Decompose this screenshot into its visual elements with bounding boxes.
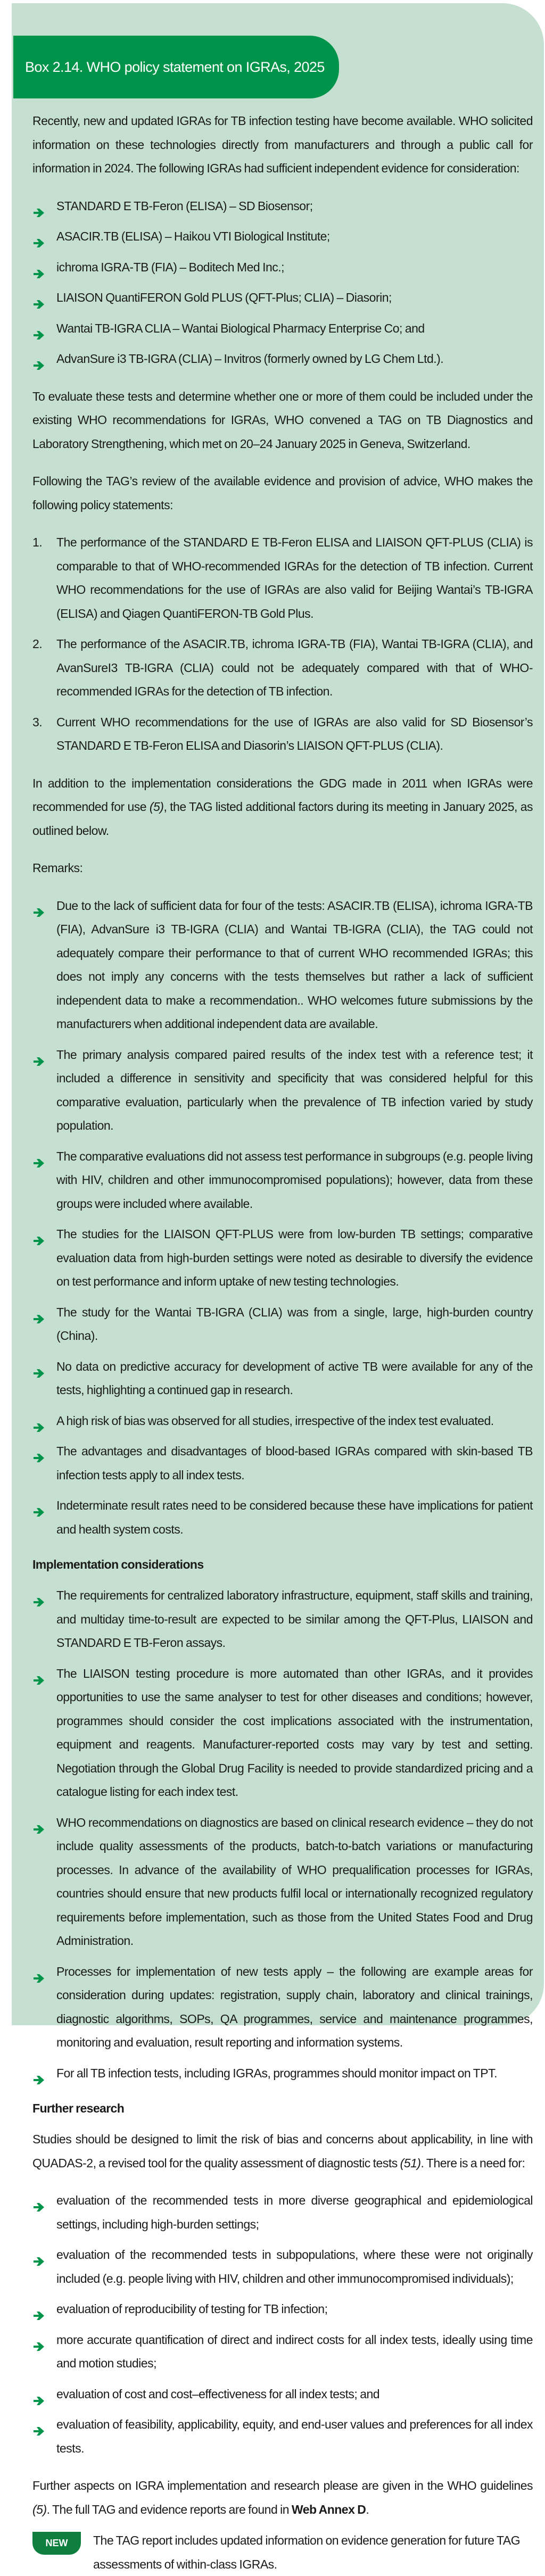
list-item — [32, 1355, 533, 1402]
arrow-bullet-icon — [32, 1362, 45, 1372]
list-item-text: For all TB infection tests, including IGRAs, programmes should monitor impact on TPT. — [56, 2066, 497, 2080]
list-item-text: ichroma IGRA-TB (FIA) – Boditech Med Inc.; — [56, 260, 285, 274]
list-item — [32, 2382, 533, 2406]
list-item — [32, 2328, 533, 2375]
list-item — [32, 1301, 533, 1348]
policy-statement — [32, 531, 533, 625]
list-item-text: Indeterminate result rates need to be considered because these have implications for patient and health system costs. — [56, 1498, 533, 1536]
arrow-bullet-icon — [32, 2196, 45, 2206]
arrow-bullet-icon — [32, 1417, 45, 1426]
closing-text: Further aspects on IGRA implementation and research please are given in the WHO guidelines — [32, 2479, 533, 2492]
implementation-list — [32, 1584, 533, 2085]
list-item — [32, 894, 533, 1036]
list-item — [32, 1662, 533, 1804]
arrow-bullet-icon — [32, 1050, 45, 1060]
arrow-bullet-icon — [32, 2250, 45, 2260]
arrow-bullet-icon — [32, 1501, 45, 1511]
list-item — [32, 1043, 533, 1138]
policy-statements — [32, 531, 533, 758]
reference-link[interactable]: (5) — [149, 800, 164, 814]
addition-text: In addition to the implementation considerations the GDG made in 2011 when IGRAs were recommended for use — [32, 776, 533, 814]
list-item-text: WHO recommendations on diagnostics are based on clinical research evidence – they do not include quality assessments of the products, batch-to-batch variations or manufacturing processes. In advance of the availability of WHO prequalification processes for IGRAs, countries should ensure that new products fulfil local or internationally recognized regulatory requirements before implementation, such as those from the United States Food and Drug Administration. — [56, 1815, 533, 1948]
closing-text-middle: . The full TAG and evidence reports are found in — [46, 2502, 292, 2516]
list-item — [32, 1960, 533, 2055]
list-item-text: The studies for the LIAISON QFT-PLUS were from low-burden TB settings; comparative evaluation data from high-burden settings were noted as desirable to diversify the evidence on test performance and inform uptake of new testing technologies. — [56, 1227, 533, 1288]
policy-text: The performance of the ASACIR.TB, ichroma IGRA-TB (FIA), Wantai TB-IGRA (CLIA), and AvanSureI3 TB-IGRA (CLIA) could not be adequately compared with that of WHO-recommended IGRAs for the detection of TB infection. — [56, 637, 533, 698]
closing-text-end: . — [366, 2502, 369, 2516]
closing-paragraph — [32, 2474, 533, 2521]
arrow-bullet-icon — [32, 1818, 45, 1828]
remarks-label: Remarks: — [32, 861, 83, 875]
research-paragraph — [32, 2127, 533, 2175]
list-item — [32, 1409, 533, 1433]
list-item — [32, 2189, 533, 2236]
list-item — [32, 2243, 533, 2290]
list-item-text: The advantages and disadvantages of blood-based IGRAs compared with skin-based TB infection tests apply to all index tests. — [56, 1444, 533, 1482]
igra-list — [32, 194, 533, 371]
reference-link[interactable]: (5) — [32, 2502, 47, 2516]
list-item — [32, 1222, 533, 1294]
new-badge: NEW — [32, 2532, 81, 2555]
arrow-bullet-icon — [32, 1591, 45, 1601]
research-text-end: . There is a need for: — [420, 2156, 525, 2170]
web-annex-link[interactable]: Web Annex D — [291, 2502, 366, 2516]
list-item — [32, 2413, 533, 2460]
arrow-bullet-icon — [32, 1308, 45, 1318]
list-item-text: more accurate quantification of direct and indirect costs for all index tests, ideally using time and motion studies; — [56, 2332, 533, 2370]
box-content — [32, 109, 533, 2576]
arrow-bullet-icon — [32, 2305, 45, 2314]
list-item-text: Processes for implementation of new tests apply – the following are example areas for consideration during updates: registration, supply chain, laboratory and clinical trainings, diagnostic algorithms, SOPs, QA programmes, service and maintenance programmes, monitoring and evaluation, result reporting and information systems. — [56, 1964, 533, 2049]
list-item — [32, 2061, 533, 2085]
arrow-bullet-icon — [32, 2069, 45, 2078]
list-item — [32, 1145, 533, 1216]
list-item-text: No data on predictive accuracy for development of active TB were available for any of the tests, highlighting a continued gap in research. — [56, 1359, 533, 1397]
arrow-bullet-icon — [32, 324, 45, 334]
arrow-bullet-icon — [32, 2420, 45, 2430]
list-item-text: evaluation of the recommended tests in more diverse geographical and epidemiological settings, including high-burden settings; — [56, 2193, 533, 2231]
arrow-bullet-icon — [32, 2390, 45, 2399]
list-item-text: evaluation of the recommended tests in subpopulations, where these were not originally included (e.g. people living with HIV, children and other immunocompromised individuals); — [56, 2248, 533, 2285]
policy-statement — [32, 632, 533, 703]
list-item-text: Due to the lack of sufficient data for four of the tests: ASACIR.TB (ELISA), ichroma IGRA-TB (FIA), AdvanSure i3 TB-IGRA (CLIA) and Wantai TB-IGRA (CLIA), the TAG could not adequately compare their performance to that of current WHO recommended IGRAs; this does not imply any concerns with the tests themselves but rather a lack of sufficient independent data to make a recommendation.. WHO welcomes future submissions by the manufacturers when additional independent data are available. — [56, 898, 533, 1031]
list-item — [32, 1439, 533, 1487]
policy-text: The performance of the STANDARD E TB-Feron ELISA and LIAISON QFT-PLUS (CLIA) is comparable to that of WHO-recommended IGRAs for the detection of TB infection. Current WHO recommendations for the use of IGRAs are also valid for Beijing Wantai’s TB-IGRA (ELISA) and Qiagen QuantiFERON-TB Gold Plus. — [56, 535, 533, 620]
list-item — [32, 317, 533, 341]
arrow-bullet-icon — [32, 1669, 45, 1679]
box-title-tab — [13, 36, 339, 98]
list-item-text: ASACIR.TB (ELISA) – Haikou VTI Biological Institute; — [56, 229, 330, 243]
arrow-bullet-icon — [32, 2335, 45, 2345]
new-note-text: The TAG report includes updated information on evidence generation for future TAG assessments of within-class IGRAs. — [93, 2533, 521, 2571]
list-item — [32, 1494, 533, 1541]
list-item-text: A high risk of bias was observed for all studies, irrespective of the index test evaluated. — [56, 1413, 494, 1428]
list-item — [32, 347, 533, 371]
list-item-text: The requirements for centralized laboratory infrastructure, equipment, staff skills and training, and multiday time-to-result are expected to be similar among the QFT-Plus, LIAISON and STANDARD E TB-Feron assays. — [56, 1588, 533, 1650]
list-item — [32, 2297, 533, 2321]
policy-text: Current WHO recommendations for the use of IGRAs are also valid for SD Biosensor’s STANDARD E TB-Feron ELISA and Diasorin’s LIAISON QFT-PLUS (CLIA). — [56, 715, 533, 752]
list-item-text: evaluation of feasibility, applicability, equity, and end-user values and preferences for all index tests. — [56, 2417, 533, 2455]
addition-paragraph — [32, 772, 533, 843]
list-item-text: evaluation of cost and cost–effectiveness for all index tests; and — [56, 2387, 380, 2401]
policy-number: 3. — [32, 715, 43, 729]
list-item-text: The comparative evaluations did not assess test performance in subgroups (e.g. people living with HIV, children and other immunocompromised populations); however, data from these groups were included where available. — [56, 1149, 533, 1211]
arrow-bullet-icon — [32, 232, 45, 242]
list-item-text: LIAISON QuantiFERON Gold PLUS (QFT-Plus; CLIA) – Diasorin; — [56, 291, 392, 304]
research-needs-list — [32, 2189, 533, 2460]
following-paragraph: Following the TAG’s review of the available evidence and provision of advice, WHO makes the following policy statements: — [32, 474, 533, 512]
policy-statement — [32, 710, 533, 758]
intro-paragraph: Recently, new and updated IGRAs for TB infection testing have become available. WHO solicited information on these technologies directly from manufacturers and through a public call for information in 2024. The following IGRAs had sufficient independent evidence for consideration: — [32, 114, 533, 175]
arrow-bullet-icon — [32, 293, 45, 303]
list-item-text: STANDARD E TB-Feron (ELISA) – SD Biosensor; — [56, 198, 313, 213]
arrow-bullet-icon — [32, 1230, 45, 1239]
arrow-bullet-icon — [32, 1967, 45, 1977]
list-item — [32, 286, 533, 310]
arrow-bullet-icon — [32, 354, 45, 364]
list-item — [32, 255, 533, 279]
list-item-text: AdvanSure i3 TB-IGRA (CLIA) – Invitros (formerly owned by LG Chem Ltd.). — [56, 352, 444, 366]
list-item-text: The LIAISON testing procedure is more automated than other IGRAs, and it provides opportunities to use the same analyser to test for other diseases and conditions; however, programmes should consider the cost implications associated with the instrumentation, equipment and reagents. Manufacturer-reported costs may vary by test and setting. Negotiation through the Global Drug Facility is needed to provide standardized pricing and a catalogue listing for each index test. — [56, 1666, 533, 1799]
arrow-bullet-icon — [32, 1152, 45, 1162]
list-item-text: The primary analysis compared paired results of the index test with a reference test; it included a difference in sensitivity and specificity that was considered helpful for this comparative evaluation, particularly when the prevalence of TB infection varied by study population. — [56, 1047, 533, 1132]
research-heading: Further research — [32, 2101, 125, 2115]
list-item — [32, 1584, 533, 1655]
implementation-heading: Implementation considerations — [32, 1558, 204, 1571]
list-item — [32, 1811, 533, 1953]
research-text: Studies should be designed to limit the risk of bias and concerns about applicability, in line with QUADAS-2, a revised tool for the quality assessment of diagnostic tests — [32, 2132, 533, 2170]
new-note — [32, 2529, 533, 2576]
arrow-bullet-icon — [32, 1447, 45, 1456]
evaluation-paragraph: To evaluate these tests and determine whether one or more of them could be included under the existing WHO recommendations for IGRAs, WHO convened a TAG on TB Diagnostics and Laboratory Strengthening, which met on 20–24 January 2025 in Geneva, Switzerland. — [32, 389, 533, 451]
list-item — [32, 194, 533, 218]
addition-text-end: , the TAG listed additional factors during its meeting in January 2025, as outlined below. — [32, 800, 533, 838]
list-item-text: evaluation of reproducibility of testing for TB infection; — [56, 2302, 328, 2316]
arrow-bullet-icon — [32, 263, 45, 272]
box-title: Box 2.14. WHO policy statement on IGRAs, 2025 — [25, 59, 325, 75]
arrow-bullet-icon — [32, 901, 45, 911]
arrow-bullet-icon — [32, 202, 45, 211]
remarks-list — [32, 894, 533, 1542]
reference-link[interactable]: (51) — [400, 2156, 421, 2170]
list-item-text: The study for the Wantai TB-IGRA (CLIA) was from a single, large, high-burden country (China). — [56, 1305, 533, 1343]
list-item — [32, 225, 533, 249]
policy-number: 2. — [32, 637, 43, 651]
list-item-text: Wantai TB-IGRA CLIA – Wantai Biological Pharmacy Enterprise Co; and — [56, 321, 425, 335]
policy-number: 1. — [32, 535, 43, 549]
